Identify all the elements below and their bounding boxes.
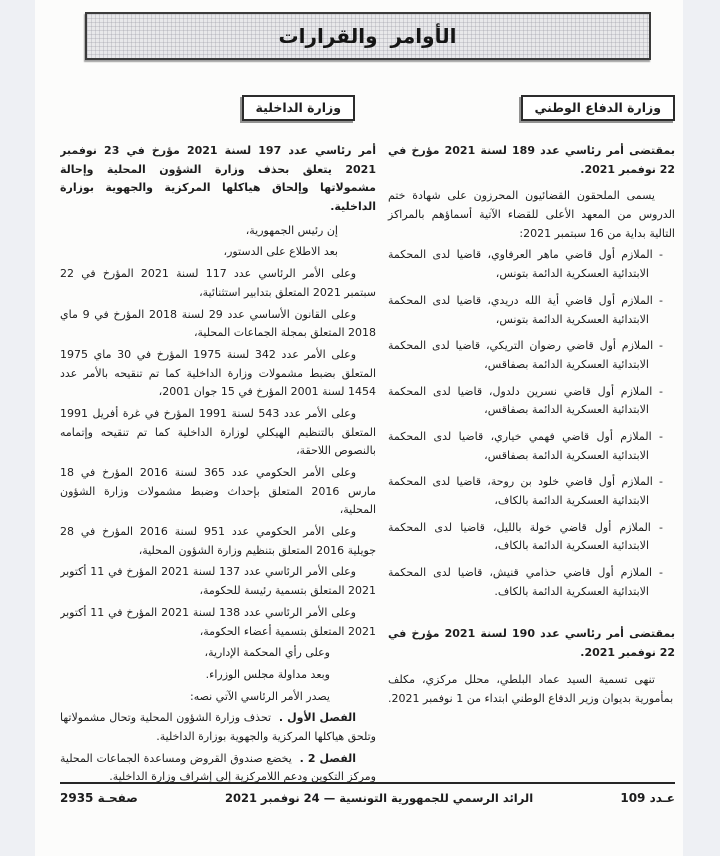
judge-appointment-item: - الملازم أول قاضي خولة بالليل، قاضيا لدى المحكمة الابتدائية العسكرية الدائمة بالكاف،: [388, 520, 663, 553]
ministry-box-interior: وزارة الداخلية: [242, 95, 355, 121]
two-column-body: [60, 142, 675, 786]
orders-decisions-title-box: [85, 12, 651, 60]
footer-issue-number: عـدد 109: [620, 791, 675, 805]
decree-190-heading: بمقتضى أمر رئاسي عدد 190 لسنة 2021 مؤرخ في 22 نوفمبر 2021.: [388, 627, 675, 660]
preamble-line: إن رئيس الجمهورية،: [245, 223, 338, 237]
preamble-line: وعلى القانون الأساسي عدد 29 لسنة 2018 المؤرخ في 9 ماي 2018 المتعلق بمجلة الجماعات المحلية،: [60, 307, 376, 340]
ministry-box-defense: وزارة الدفاع الوطني: [521, 95, 675, 121]
preamble-line: وعلى الأمر الحكومي عدد 951 لسنة 2016 المؤرخ في 28 جويلية 2016 المتعلق بتنظيم وزارة الشؤون المحلية،: [60, 525, 376, 557]
preamble-line: وعلى رأي المحكمة الإدارية،: [204, 646, 330, 660]
article-1: [60, 709, 376, 746]
judge-appointment-item: - الملازم أول قاضي نسرين دلدول، قاضيا لدى المحكمة الابتدائية العسكرية الدائمة بصفاقس،: [388, 384, 663, 417]
judge-appointment-item: - الملازم أول قاضي حذامي قنيش، قاضيا لدى المحكمة الابتدائية العسكرية الدائمة بالكاف.: [388, 566, 663, 598]
judge-appointment-item: - الملازم أول قاضي فهمي خياري، قاضيا لدى المحكمة الابتدائية العسكرية الدائمة بصفاقس،: [388, 429, 663, 462]
gazette-page: [35, 0, 683, 856]
preamble-line: وعلى الأمر الرئاسي عدد 117 لسنة 2021 المؤرخ في 22 سبتمبر 2021 المتعلق بتدابير استثنائية،: [60, 267, 376, 299]
footer-page-number: صفحـة 2935: [60, 791, 138, 805]
preamble-line: وبعد مداولة مجلس الوزراء.: [205, 667, 330, 681]
decree-190-body: تنهى تسمية السيد عماد البلطي، محلل مركزي، مكلف بمأمورية بديوان وزير الدفاع الوطني ابتداء من 1 نوفمبر 2021.: [388, 672, 674, 705]
preamble-line: بعد الاطلاع على الدستور،: [223, 245, 338, 259]
preamble-line: وعلى الأمر عدد 342 لسنة 1975 المؤرخ في 30 ماي 1975 المتعلق بضبط مشمولات وزارة الداخلية كما تم تنقيحه بالأمر عدد 1454 لسنة 2001 المؤرخ في 15 جوان 2001،: [60, 347, 376, 399]
article-1-text: تحذف وزارة الشؤون المحلية وتحال مشمولاتها وتلحق هياكلها المركزية والجهوية بوزارة الداخلية.: [60, 711, 376, 743]
preamble-line: وعلى الأمر الرئاسي عدد 137 لسنة 2021 المؤرخ في 11 أكتوبر 2021 المتعلق بتسمية رئيسة للحكومة،: [60, 565, 376, 598]
judge-appointment-item: - الملازم أول قاضي أية الله دريدي، قاضيا لدى المحكمة الابتدائية العسكرية الدائمة بتونس،: [388, 293, 663, 326]
article-2-text: يخضع صندوق القروض ومساعدة الجماعات المحلية ومركز التكوين ودعم اللامركزية إلى إشراف وزارة الداخلية.: [60, 751, 376, 784]
decree-197-title: أمر رئاسي عدد 197 لسنة 2021 مؤرخ في 23 نوفمبر 2021 يتعلق بحذف وزارة الشؤون المحلية وإحالة مشمولاتها وإلحاق هياكلها المركزية والجهوية بوزارة الداخلية.: [60, 144, 376, 214]
page-title: الأوامر والقرارات: [278, 24, 457, 48]
preamble-line: وعلى الأمر الحكومي عدد 365 لسنة 2016 المؤرخ في 18 مارس 2016 المتعلق بإحداث وضبط مشمولات وزارة الشؤون المحلية،: [60, 466, 376, 517]
decree-189-intro: يسمى الملحقون القضائيون المحرزون على شهادة ختم الدروس من المعهد الأعلى للقضاء الآتية أسماؤهم بالمراكز التالية بداية من 16 سبتمبر 2021:: [388, 189, 675, 240]
preamble-line: يصدر الأمر الرئاسي الآتي نصه:: [189, 689, 330, 703]
judge-appointment-item: - الملازم أول قاضي ماهر العرفاوي، قاضيا لدى المحكمة الابتدائية العسكرية الدائمة بتونس،: [388, 248, 663, 281]
page-header: [60, 0, 675, 142]
footer-row: [60, 791, 675, 805]
page-footer: [60, 782, 675, 805]
judge-appointment-item: - الملازم أول قاضي خلود بن روحة، قاضيا لدى المحكمة الابتدائية العسكرية الدائمة بالكاف،: [388, 475, 663, 507]
footer-journal-title: الرائد الرسمي للجمهورية التونسية — 24 نوفمبر 2021: [225, 791, 534, 805]
footer-rule: [60, 782, 675, 784]
preamble-line: وعلى الأمر الرئاسي عدد 138 لسنة 2021 المؤرخ في 11 أكتوبر 2021 المتعلق بتسمية أعضاء الحكومة،: [60, 605, 376, 638]
preamble-line: وعلى الأمر عدد 543 لسنة 1991 المؤرخ في غرة أفريل 1991 المتعلق بالتنظيم الهيكلي لوزارة الداخلية كما تم تنقيحه وإتمامه بالنصوص اللاحقة،: [60, 406, 376, 458]
article-2-label: الفصل 2 .: [299, 751, 357, 765]
article-1-label: الفصل الأول .: [278, 711, 357, 725]
column-defense: [388, 142, 675, 786]
column-interior: [60, 142, 376, 786]
article-2: [60, 750, 376, 786]
judge-appointment-item: - الملازم أول قاضي رضوان التريكي، قاضيا لدى المحكمة الابتدائية العسكرية الدائمة بصفاقس،: [388, 339, 663, 371]
decree-189-heading: بمقتضى أمر رئاسي عدد 189 لسنة 2021 مؤرخ في 22 نوفمبر 2021.: [388, 144, 675, 176]
